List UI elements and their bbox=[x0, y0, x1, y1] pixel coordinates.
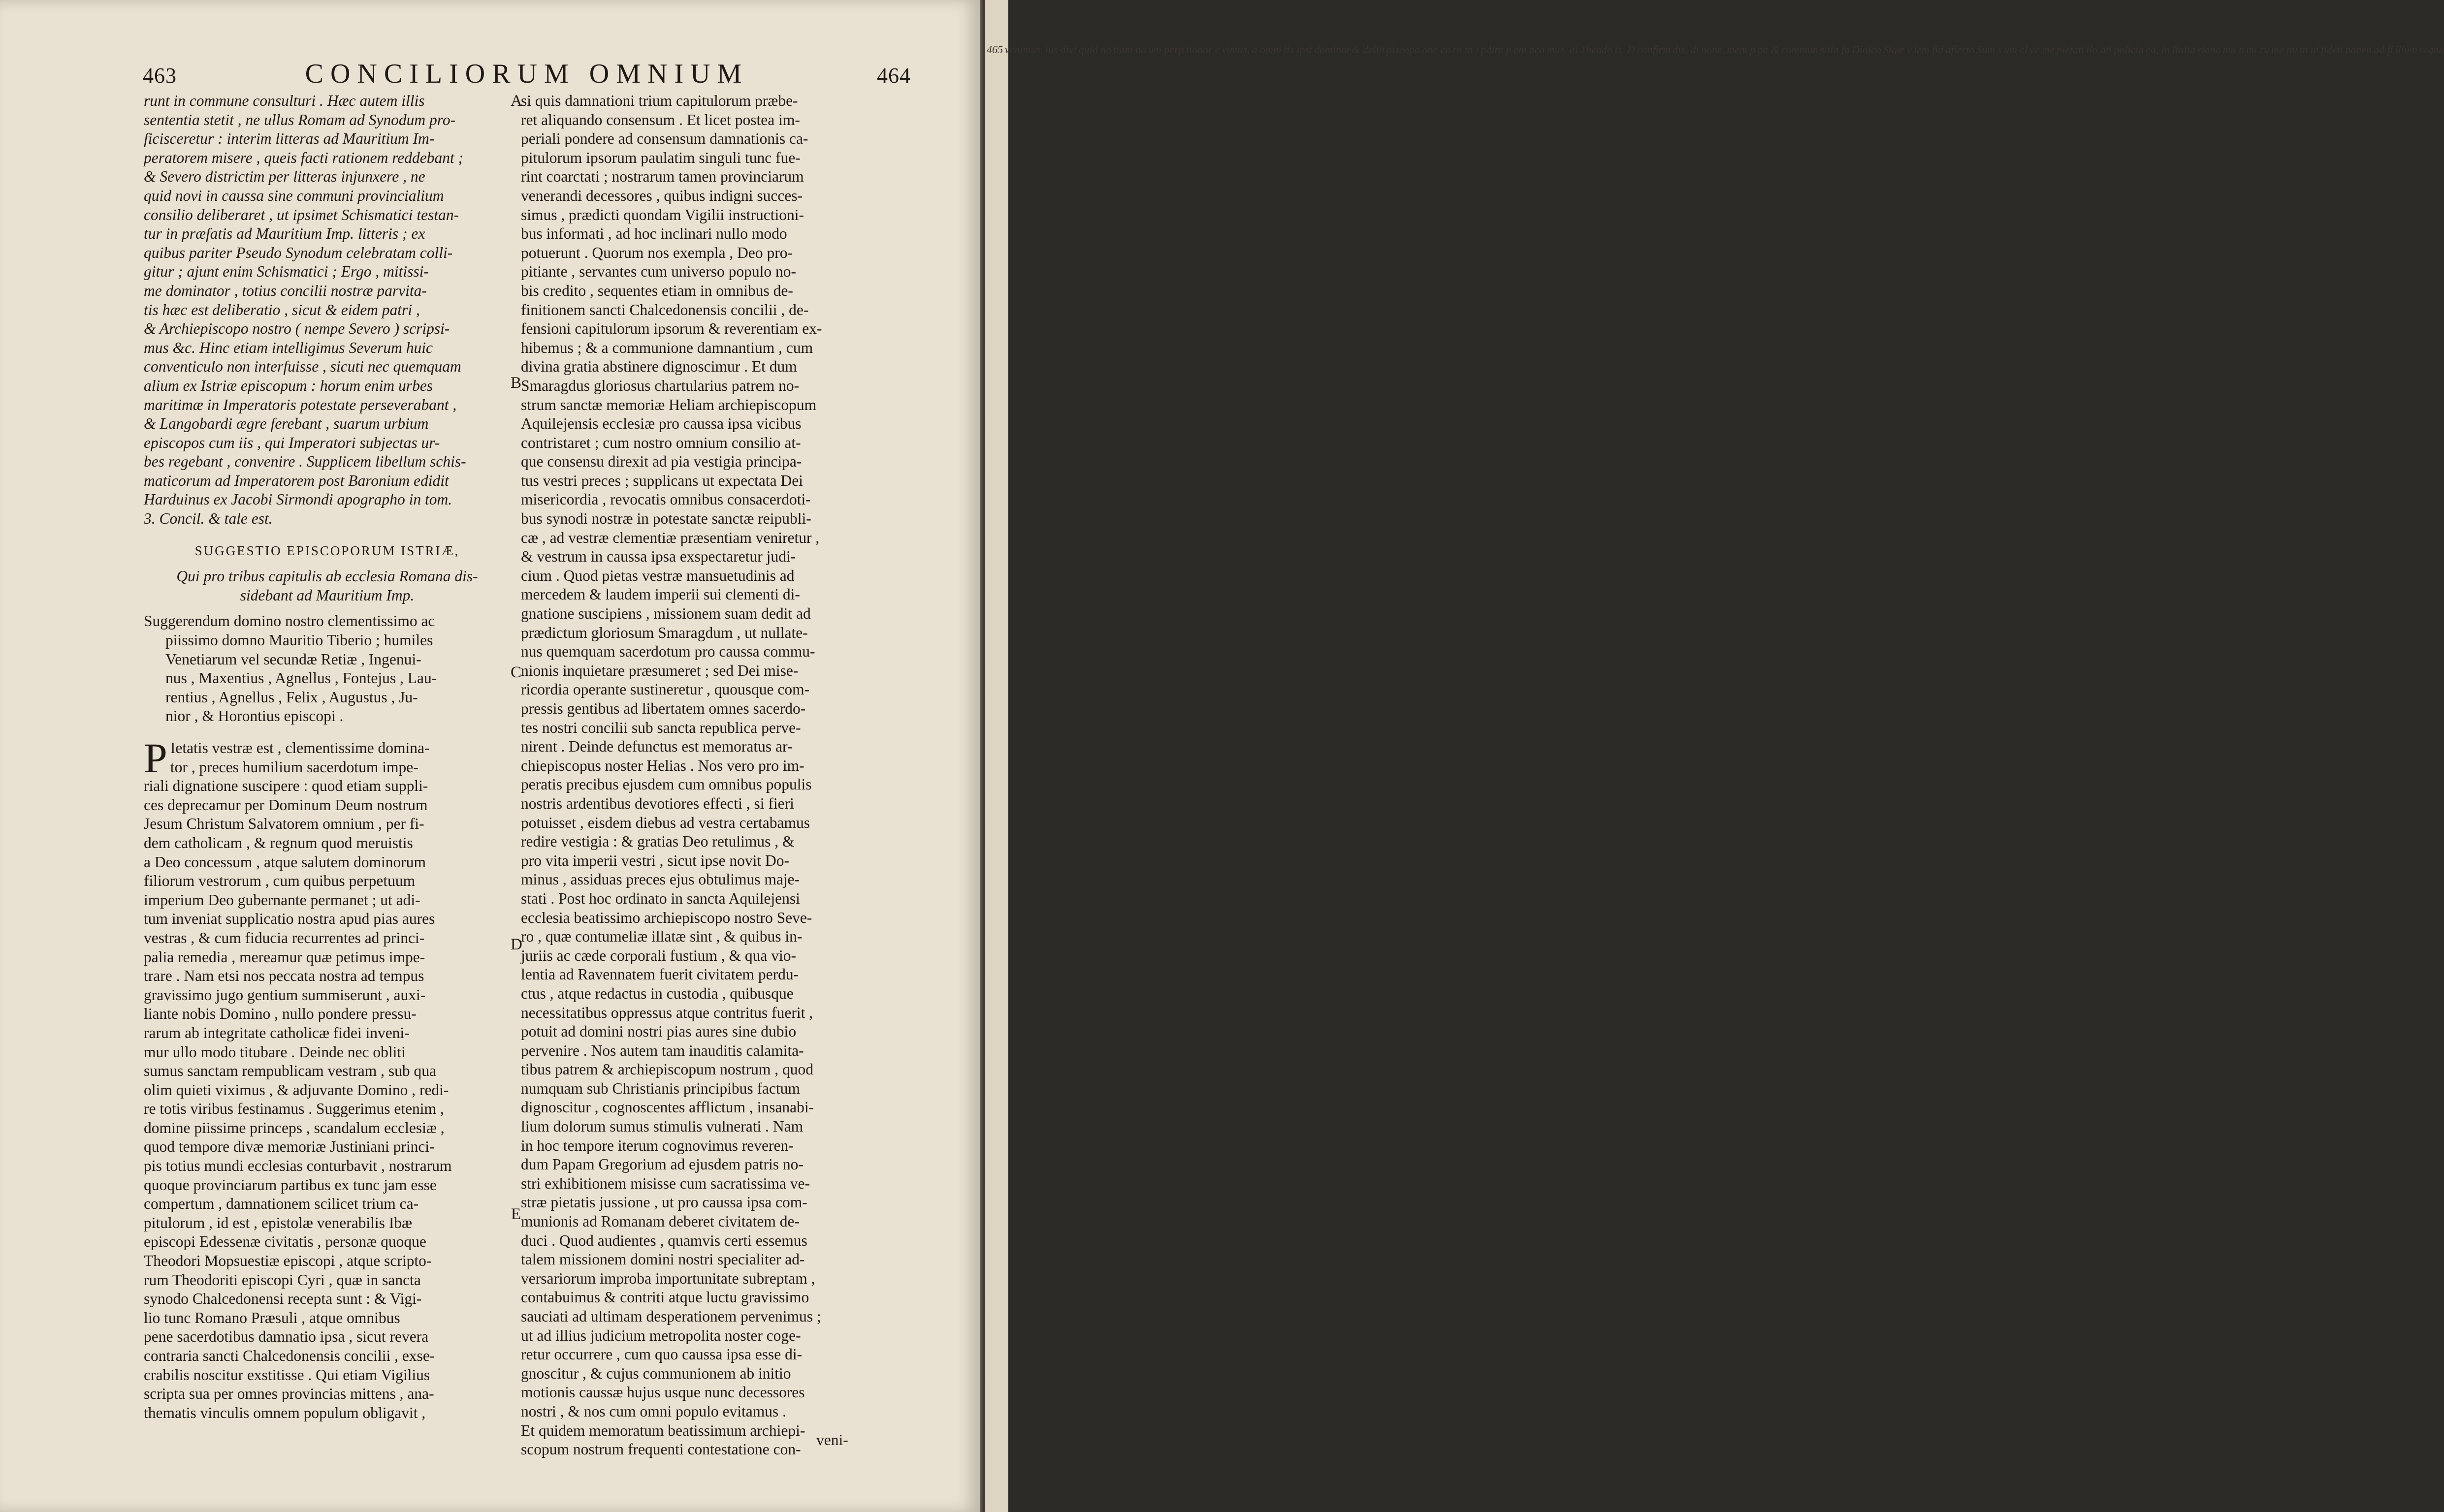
facing-page-line: piscopo bbox=[1386, 43, 1420, 56]
body-line: contristaret ; cum nostro omnium consilio at- bbox=[521, 434, 801, 451]
body-line: quoque provinciarum partibus ex tunc jam esse bbox=[144, 1176, 437, 1194]
subheading-line: Qui pro tribus capitulis ab ecclesia Romana dis- bbox=[176, 567, 478, 585]
body-line: rint coarctati ; nostrarum tamen provinciarum bbox=[521, 168, 804, 186]
note-line: gitur ; ajunt enim Schismatici ; Ergo , mitissi- bbox=[144, 263, 429, 281]
body-line: talem missionem domini nostri specialiter ad- bbox=[521, 1251, 805, 1268]
running-title: CONCILIORUM OMNIUM bbox=[305, 59, 749, 89]
body-line: fensioni capitulorum ipsorum & reverentiam ex- bbox=[521, 320, 822, 338]
body-line: tes nostri concilii sub sancta republica perve- bbox=[521, 719, 801, 736]
body-line: mercedem & laudem imperii sui clementi di- bbox=[521, 586, 800, 603]
body-line: quod tempore divæ memoriæ Justiniani princi- bbox=[144, 1138, 435, 1156]
facing-page-line: one co bbox=[1422, 43, 1451, 56]
body-line: stri exhibitionem misisse cum sacratissima ve- bbox=[521, 1174, 810, 1192]
facing-page-line: me pu bbox=[2271, 43, 2298, 56]
right-column-text bbox=[521, 92, 900, 1459]
body-line: dem catholicam , & regnum quod meruistis bbox=[144, 834, 413, 851]
margin-marker-a: A bbox=[511, 92, 522, 110]
note-line: maritimæ in Imperatoris potestate perseverabant , bbox=[144, 396, 457, 413]
body-line: versariorum improba importunitate subreptam , bbox=[521, 1269, 815, 1287]
facing-page-line: Theodo bbox=[1580, 43, 1613, 56]
body-line: tum inveniat supplicatio nostra apud pias aures bbox=[144, 910, 435, 928]
note-line: alium ex Istriæ episcopum : horum enim urbes bbox=[144, 377, 433, 394]
note-line: runt in commune consulturi . Hæc autem illis bbox=[144, 92, 425, 109]
facing-page-line: pa & bbox=[1757, 43, 1779, 56]
body-line: thematis vinculis omnem populum obligavit , bbox=[144, 1404, 426, 1421]
body-line: bis credito , sequentes etiam in omnibus de- bbox=[521, 282, 793, 299]
facing-page-line: ilium bbox=[2395, 43, 2417, 56]
facing-page-line: Italia bbox=[2172, 43, 2195, 56]
address-line: nior , & Horontius episcopi . bbox=[165, 707, 344, 725]
facing-page-line: um el bbox=[2004, 43, 2028, 56]
body-line: Et quidem memoratum beatissimum archiepi- bbox=[521, 1421, 805, 1439]
note-line: quibus pariter Pseudo Synodum celebratam colli- bbox=[144, 244, 453, 261]
margin-marker-c: C bbox=[511, 663, 522, 681]
body-line: re totis viribus festinamus . Suggerimus etenim , bbox=[144, 1100, 444, 1118]
body-line: motionis caussæ hujus usque nunc decessores bbox=[521, 1384, 805, 1401]
editorial-note bbox=[144, 92, 511, 529]
facing-page-line: ro in j bbox=[1452, 43, 1479, 56]
facing-page-line: lem fid bbox=[1914, 43, 1944, 56]
section-heading: SUGGESTIO EPISCOPORUM ISTRIÆ, bbox=[194, 543, 460, 558]
body-line: strum sanctæ memoriæ Heliam archiepiscopum bbox=[521, 396, 817, 413]
note-line: tis hæc est deliberatio , sicut & eidem patri , bbox=[144, 301, 420, 318]
note-line: sententia stetit , ne ullus Romam ad Synodum pro- bbox=[144, 111, 456, 128]
facing-page-line: regnu bbox=[2419, 43, 2444, 56]
body-line: scripta sua per omnes provincias mittens , ana- bbox=[144, 1385, 434, 1403]
body-line: Smaragdus gloriosus chartularius patrem no- bbox=[521, 377, 800, 394]
note-line: mus &c. Hinc etiam intelligimus Severum huic bbox=[144, 339, 433, 356]
body-line: contabuimus & contriti atque luctu gravissimo bbox=[521, 1289, 809, 1306]
body-line: sauciati ad ultimam desperationem pervenimus ; bbox=[521, 1308, 821, 1325]
address-line: piissimo domno Mauritio Tiberio ; humiles bbox=[165, 631, 433, 649]
body-line: pressis gentibus ad libertatem omnes sacerdo- bbox=[521, 700, 806, 717]
note-line: conventiculo non interfuisse , sicuti nec quemquam bbox=[144, 358, 461, 376]
facing-page-line: ad fi bbox=[2373, 43, 2393, 56]
body-line: munionis ad Romanam deberet civitatem de- bbox=[521, 1213, 800, 1230]
facing-page-text bbox=[985, 40, 2444, 59]
body-line: ro , quæ contumeliæ illatæ sint , & quibus in- bbox=[521, 928, 803, 945]
note-line: peratorem misere , queis facti rationem reddebant ; bbox=[144, 149, 464, 166]
facing-page-line: am oca bbox=[1513, 43, 1545, 56]
body-line: redire vestigia : & gratias Deo retulimus , & bbox=[521, 833, 795, 850]
body-line: ctus , atque redactus in custodia , quibusque bbox=[521, 984, 794, 1002]
body-line: cæ , ad vestræ clementiæ præsentiam veniretur , bbox=[521, 529, 820, 546]
body-line: rum Theodoriti episcopi Cyri , quæ in sancta bbox=[144, 1271, 421, 1289]
address-line: nus , Maxentius , Agnellus , Fontejus , Lau- bbox=[165, 669, 437, 687]
body-line: liante nobis Domino , nullo pondere pressu- bbox=[144, 1005, 417, 1023]
body-line: pro vita imperii vestri , sicut ipse novit Do- bbox=[521, 851, 790, 869]
note-line: bes regebant , convenire . Supplicem libellum schis- bbox=[144, 453, 466, 471]
body-line: crabilis noscitur exstitisse . Qui etiam Vigilius bbox=[144, 1366, 430, 1384]
note-line: me dominator , totius concilii nostræ parvita- bbox=[144, 282, 427, 299]
left-column bbox=[144, 92, 511, 1422]
facing-page-line: policia bbox=[2114, 43, 2144, 56]
facing-page-line: is. D bbox=[1614, 43, 1635, 56]
body-line: domine piissime princeps , scandalum ecclesiæ , bbox=[144, 1119, 445, 1136]
facing-page-line: in ui bbox=[2299, 43, 2319, 56]
body-line: simus , prædicti quondam Vigilii instructioni- bbox=[521, 206, 804, 223]
body-line: ut ad illius judicium metropolita noster coge- bbox=[521, 1326, 801, 1344]
address-line: rentius , Agnellus , Felix , Augustus , Ju- bbox=[165, 688, 418, 706]
body-line: bus synodi nostræ in potestate sanctæ reipubli- bbox=[521, 510, 811, 528]
facing-page-line: fideti bbox=[2320, 43, 2344, 56]
body-line: cium . Quod pietas vestræ mansuetudinis ad bbox=[521, 567, 795, 584]
body-line: numquam sub Christianis principibus factum bbox=[521, 1079, 800, 1097]
body-line: episcopi Edessenæ civitatis , personæ quoque bbox=[144, 1233, 426, 1251]
body-lines bbox=[144, 777, 511, 1422]
body-line: vestras , & cum fiducia recurrentes ad princi- bbox=[144, 929, 425, 946]
facing-page-line: pietati bbox=[2057, 43, 2085, 56]
facing-page-line: ve me bbox=[2029, 43, 2055, 56]
body-line: rarum ab integritate catholicæ fidei inveni- bbox=[144, 1024, 410, 1041]
facing-page-line: & delib bbox=[1351, 43, 1384, 56]
body-line: contraria sancti Chalcedonensis concilii , exse- bbox=[144, 1347, 435, 1364]
book-gutter bbox=[980, 0, 985, 1512]
body-line: scopum nostrum frequenti contestatione con- bbox=[521, 1441, 801, 1458]
body-line: ecclesia beatissimo archiepiscopo nostro Seve- bbox=[521, 909, 812, 926]
address-paragraph bbox=[144, 612, 511, 726]
body-line: Theodori Mopsuestiæ episcopi , atque scripto- bbox=[144, 1252, 432, 1270]
body-line: pitulorum ipsorum paulatim singuli tunc fue- bbox=[521, 149, 801, 166]
facing-page-line: tionor c bbox=[1186, 43, 1220, 56]
facing-page-edge bbox=[985, 0, 2444, 1512]
facing-page-line: nu ru bbox=[2246, 43, 2270, 56]
body-line: finitionem sancti Chalcedonensis concilii , de- bbox=[521, 301, 809, 318]
facing-page-line: dis, di bbox=[1672, 43, 1700, 56]
body-line: & vestrum in caussa ipsa exspectaretur judi- bbox=[521, 548, 796, 566]
note-line: 3. Concil. & tale est. bbox=[144, 510, 273, 528]
body-line: Aquilejensis ecclesiæ pro caussa ipsa vicibus bbox=[521, 415, 802, 433]
body-line: Jesum Christum Salvatorem omnium , per fi- bbox=[144, 815, 424, 833]
body-line: lio tunc Romano Præsuli , atque omnibus bbox=[144, 1309, 400, 1326]
facing-page-line: sitia fa bbox=[1820, 43, 1850, 56]
facing-page-line: tiam no bbox=[1113, 43, 1147, 56]
body-line: gnatione suscipiens , missionem suam dedit ad bbox=[521, 605, 811, 623]
body-line: retur occurrere , cum quo caussa ipsa esse di- bbox=[521, 1346, 803, 1363]
body-line: lium dolorum sumus stimulis vulnerati . Nam bbox=[521, 1118, 804, 1135]
body-first-lines bbox=[144, 734, 511, 782]
note-line: & Severo districtim per litteras injunxere , ne bbox=[144, 168, 425, 186]
body-line: nostris ardentibus devotiores effecti , si fieri bbox=[521, 794, 794, 812]
body-line: stræ pietatis jussione , ut pro caussa ipsa com- bbox=[521, 1194, 807, 1211]
body-line: prædictum gloriosum Smaragdum , ut nullate- bbox=[521, 624, 808, 641]
body-line: trare . Nam etsi nos peccata nostra ad tempus bbox=[144, 967, 424, 985]
facing-page-line: nonen bbox=[2345, 43, 2372, 56]
body-line: ces deprecamur per Dominum Deum nostrum bbox=[144, 796, 428, 814]
body-line: peratis precibus ejusdem cum omnibus populis bbox=[521, 776, 812, 793]
body-line: filiorum vestrorum , cum quibus perpetuum bbox=[144, 872, 416, 890]
note-line: & Archiepiscopo nostro ( nempe Severo ) scripsi- bbox=[144, 320, 450, 338]
body-line: si quis damnationi trium capitulorum præbe- bbox=[521, 92, 798, 109]
body-line: olim quieti viximus , & adjuvante Domino , redi- bbox=[144, 1081, 449, 1099]
body-line: bus informati , ad hoc inclinari nullo modo bbox=[521, 225, 787, 243]
body-line: chiepiscopus noster Helias . Nos vero pro im- bbox=[521, 756, 804, 774]
facing-page-line: vimus, bbox=[1222, 43, 1250, 56]
facing-page-line: mu n bbox=[2222, 43, 2245, 56]
body-line: pitulorum , id est , epistolæ venerabilis Ibæ bbox=[144, 1214, 413, 1231]
note-line: & Langobardi ægre ferebant , suarum urbium bbox=[144, 415, 429, 433]
body-line: nostri , & nos cum omni populo evitamus . bbox=[521, 1402, 786, 1420]
body-line: nus quemquam sacerdotum pro caussa commu- bbox=[521, 643, 815, 661]
body-line: divina gratia abstinere dignoscimur . Et dum bbox=[521, 358, 797, 376]
note-line: Harduinus ex Jacobi Sirmondi apographo in tom. bbox=[144, 491, 452, 508]
body-line: nionis inquietare præsumeret ; sed Dei mise- bbox=[521, 662, 799, 679]
body-line: stati . Post hoc ordinato in sancta Aquilejensi bbox=[521, 889, 800, 907]
body-line: juriis ac cæde corporali fustium , & qua vio- bbox=[521, 946, 796, 964]
body-line: duci . Quod audientes , quamvis certi essemus bbox=[521, 1231, 807, 1249]
facing-page-line: Diolco bbox=[1852, 43, 1881, 56]
body-line: tibus patrem & archiepiscopum nostrum , quod bbox=[521, 1061, 814, 1078]
body-line: pene sacerdotibus damnatio ipsa , sicut revera bbox=[144, 1328, 429, 1346]
body-line: pis totius mundi ecclesias conturbavit , nostrarum bbox=[144, 1157, 452, 1175]
body-line: dignoscitur , cognoscentes afflictum , insanabi- bbox=[521, 1099, 814, 1116]
body-line: potuit ad domini nostri pias aures sine dubio bbox=[521, 1023, 797, 1040]
facing-page-line: confirm bbox=[1637, 43, 1671, 56]
right-column bbox=[521, 92, 900, 1459]
body-line: pitiante , servantes cum universo populo no- bbox=[521, 263, 797, 281]
facing-page-line: ea, in bbox=[2146, 43, 2170, 56]
body-paragraph bbox=[144, 734, 511, 1422]
subheading-line: sidebant ad Mauritium Imp. bbox=[240, 586, 415, 604]
section-subheading bbox=[144, 567, 511, 605]
body-line: lentia ad Ravennatem fuerit civitatem perdu- bbox=[521, 966, 799, 983]
drop-cap: P bbox=[144, 734, 167, 782]
facing-page-line: um perp bbox=[1148, 43, 1184, 56]
book-page bbox=[0, 0, 980, 1512]
address-line: Suggerendum domino nostro clementissimo ac bbox=[144, 612, 435, 630]
body-line: gravissimo jugo gentium summiserunt , auxi- bbox=[144, 986, 426, 1004]
facing-page-line: ius divi bbox=[1045, 43, 1077, 56]
page-number-right: 464 bbox=[877, 63, 911, 88]
body-line: nirent . Deinde defunctus est memoratus ar- bbox=[521, 738, 793, 756]
facing-page-line: none, bbox=[1701, 43, 1725, 56]
body-line: gnoscitur , & cujus communionem ab initio bbox=[521, 1364, 791, 1382]
body-line: ret aliquando consensum . Et licet postea im- bbox=[521, 111, 800, 128]
facing-page-line: riano bbox=[2197, 43, 2221, 56]
note-line: maticorum ad Imperatorem post Baronium edidit bbox=[144, 472, 449, 489]
body-line: imperium Deo gubernante permanet ; ut adi- bbox=[144, 891, 420, 909]
body-line: ricordia operante sustineretur , quousque com- bbox=[521, 681, 810, 698]
body-line: sumus sanctam rempublicam vestram , sub qua bbox=[144, 1062, 436, 1080]
body-line: tor , preces humilium sacerdotum impe- bbox=[170, 758, 418, 776]
body-line: a Deo concessum , atque salutem dominorum bbox=[144, 853, 426, 871]
body-line: potuerunt . Quorum nos exempla , Deo pro- bbox=[521, 244, 793, 261]
facing-page-line: mem p bbox=[1727, 43, 1756, 56]
body-line: in hoc tempore iterum cognovimus reveren- bbox=[521, 1136, 794, 1154]
facing-page-line: aflerto bbox=[1945, 43, 1975, 56]
address-line: Venetiarum vel secundæ Retiæ , Ingenui- bbox=[165, 650, 421, 668]
body-line: necessitatibus oppressus atque contritus fuerit , bbox=[521, 1004, 813, 1021]
body-line: periali pondere ad consensum damnationis ca- bbox=[521, 130, 808, 148]
facing-page-line: Sum s bbox=[1976, 43, 2002, 56]
body-line: hibemus ; & a communione damnantium , cum bbox=[521, 339, 813, 356]
body-line: dum Papam Gregorium ad ejusdem patris no- bbox=[521, 1156, 804, 1173]
body-line: mur ullo modo titubare . Deinde nec obliti bbox=[144, 1043, 406, 1061]
body-line: minus , assiduas preces ejus obtulimus maje- bbox=[521, 871, 800, 888]
facing-page-line: pdire p bbox=[1480, 43, 1511, 56]
body-line: que consensu direxit ad pia vestigia principa- bbox=[521, 453, 802, 471]
note-line: consilio deliberaret , ut ipsimet Schismatici testan- bbox=[144, 206, 459, 223]
body-line: misericordia , revocatis omnibus consacerdoti- bbox=[521, 491, 811, 508]
facing-page-line: quid no bbox=[1078, 43, 1112, 56]
facing-page-line: Sigæ v bbox=[1883, 43, 1912, 56]
catchword: veni- bbox=[816, 1431, 848, 1449]
page-number-left: 463 bbox=[143, 63, 177, 88]
facing-page-line: dominat bbox=[1314, 43, 1350, 56]
body-line: venerandi decessores , quibus indigni succes- bbox=[521, 187, 803, 204]
body-line: Ietatis vestræ est , clementissime domina- bbox=[170, 739, 430, 756]
note-line: tur in præfatis ad Mauritium Imp. litteris ; ex bbox=[144, 225, 425, 243]
margin-marker-b: B bbox=[511, 374, 522, 392]
note-line: episcopos cum iis , qui Imperatori subjectas ur- bbox=[144, 434, 440, 451]
facing-page-line: mus, al bbox=[1546, 43, 1578, 56]
body-line: riali dignatione suscipere : quod etiam suppli- bbox=[144, 777, 428, 795]
margin-marker-e: E bbox=[511, 1205, 521, 1223]
margin-marker-d: D bbox=[511, 936, 522, 953]
body-line: potuisset , eisdem diebus ad vestra certabamus bbox=[521, 814, 810, 831]
note-line: quid novi in caussa sine communi provincialium bbox=[144, 187, 444, 204]
facing-page-line: ilo ati bbox=[2086, 43, 2112, 56]
body-line: palia remedia , mereamur quæ petimus impe- bbox=[144, 948, 425, 966]
body-line: compertum , damnationem scilicet trium ca- bbox=[144, 1195, 419, 1213]
body-line: tus vestri preces ; supplicans ut expectata Dei bbox=[521, 472, 803, 489]
note-line: ficisceretur : interim litteras ad Mauritium Im- bbox=[144, 130, 435, 148]
facing-page-line: a omni bbox=[1252, 43, 1282, 56]
body-line: pervenire . Nos autem tam inauditis calamita- bbox=[521, 1041, 804, 1059]
facing-page-line: commun bbox=[1781, 43, 1818, 56]
facing-page-line: 465 bbox=[987, 43, 1003, 56]
facing-page-line: venimus, bbox=[1005, 43, 1043, 56]
facing-page-line: tis ipsi bbox=[1284, 43, 1313, 56]
body-line: synodo Chalcedonensi recepta sunt : & Vigi- bbox=[144, 1290, 422, 1308]
running-header bbox=[143, 58, 911, 93]
